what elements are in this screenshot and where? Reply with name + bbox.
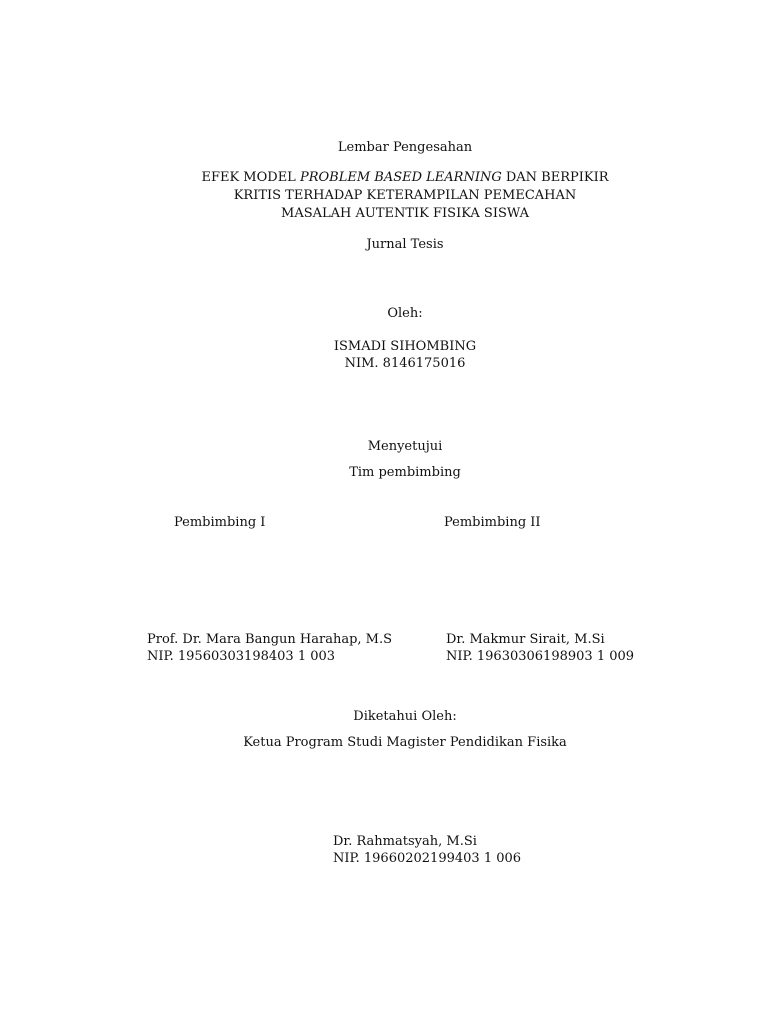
title-line-1-suffix: DAN BERPIKIR (501, 170, 609, 185)
supervisor-1-name: Prof. Dr. Mara Bangun Harahap, M.S (147, 632, 393, 647)
acknowledged-label: Diketahui Oleh: (353, 709, 457, 724)
program-head-nip: NIP. 19660202199403 1 006 (333, 851, 522, 866)
title-line-1-prefix: EFEK MODEL (201, 170, 300, 185)
sheet-heading: Lembar Pengesahan (337, 140, 473, 155)
supervisor-2-name: Dr. Makmur Sirait, M.Si (446, 632, 605, 647)
author-name: ISMADI SIHOMBING (333, 339, 477, 354)
supervisor-2-nip: NIP. 19630306198903 1 009 (446, 649, 635, 664)
program-head-name: Dr. Rahmatsyah, M.Si (333, 834, 477, 849)
author-nim: NIM. 8146175016 (344, 356, 466, 371)
supervisor-1-nip: NIP. 19560303198403 1 003 (147, 649, 336, 664)
thesis-title (0, 169, 768, 223)
program-head-position: Ketua Program Studi Magister Pendidikan Fisika (243, 735, 567, 750)
title-line-1 (0, 169, 768, 187)
approved-label: Menyetujui (367, 439, 443, 454)
supervisor-1-role: Pembimbing I (174, 515, 266, 530)
title-line-3: MASALAH AUTENTIK FISIKA SISWA (281, 206, 529, 221)
by-label: Oleh: (387, 306, 423, 321)
team-label: Tim pembimbing (349, 465, 461, 480)
supervisor-2-role: Pembimbing II (444, 515, 541, 530)
title-line-1-italic: PROBLEM BASED LEARNING (299, 170, 502, 185)
document-type: Jurnal Tesis (366, 237, 444, 252)
title-line-2: KRITIS TERHADAP KETERAMPILAN PEMECAHAN (233, 188, 577, 203)
